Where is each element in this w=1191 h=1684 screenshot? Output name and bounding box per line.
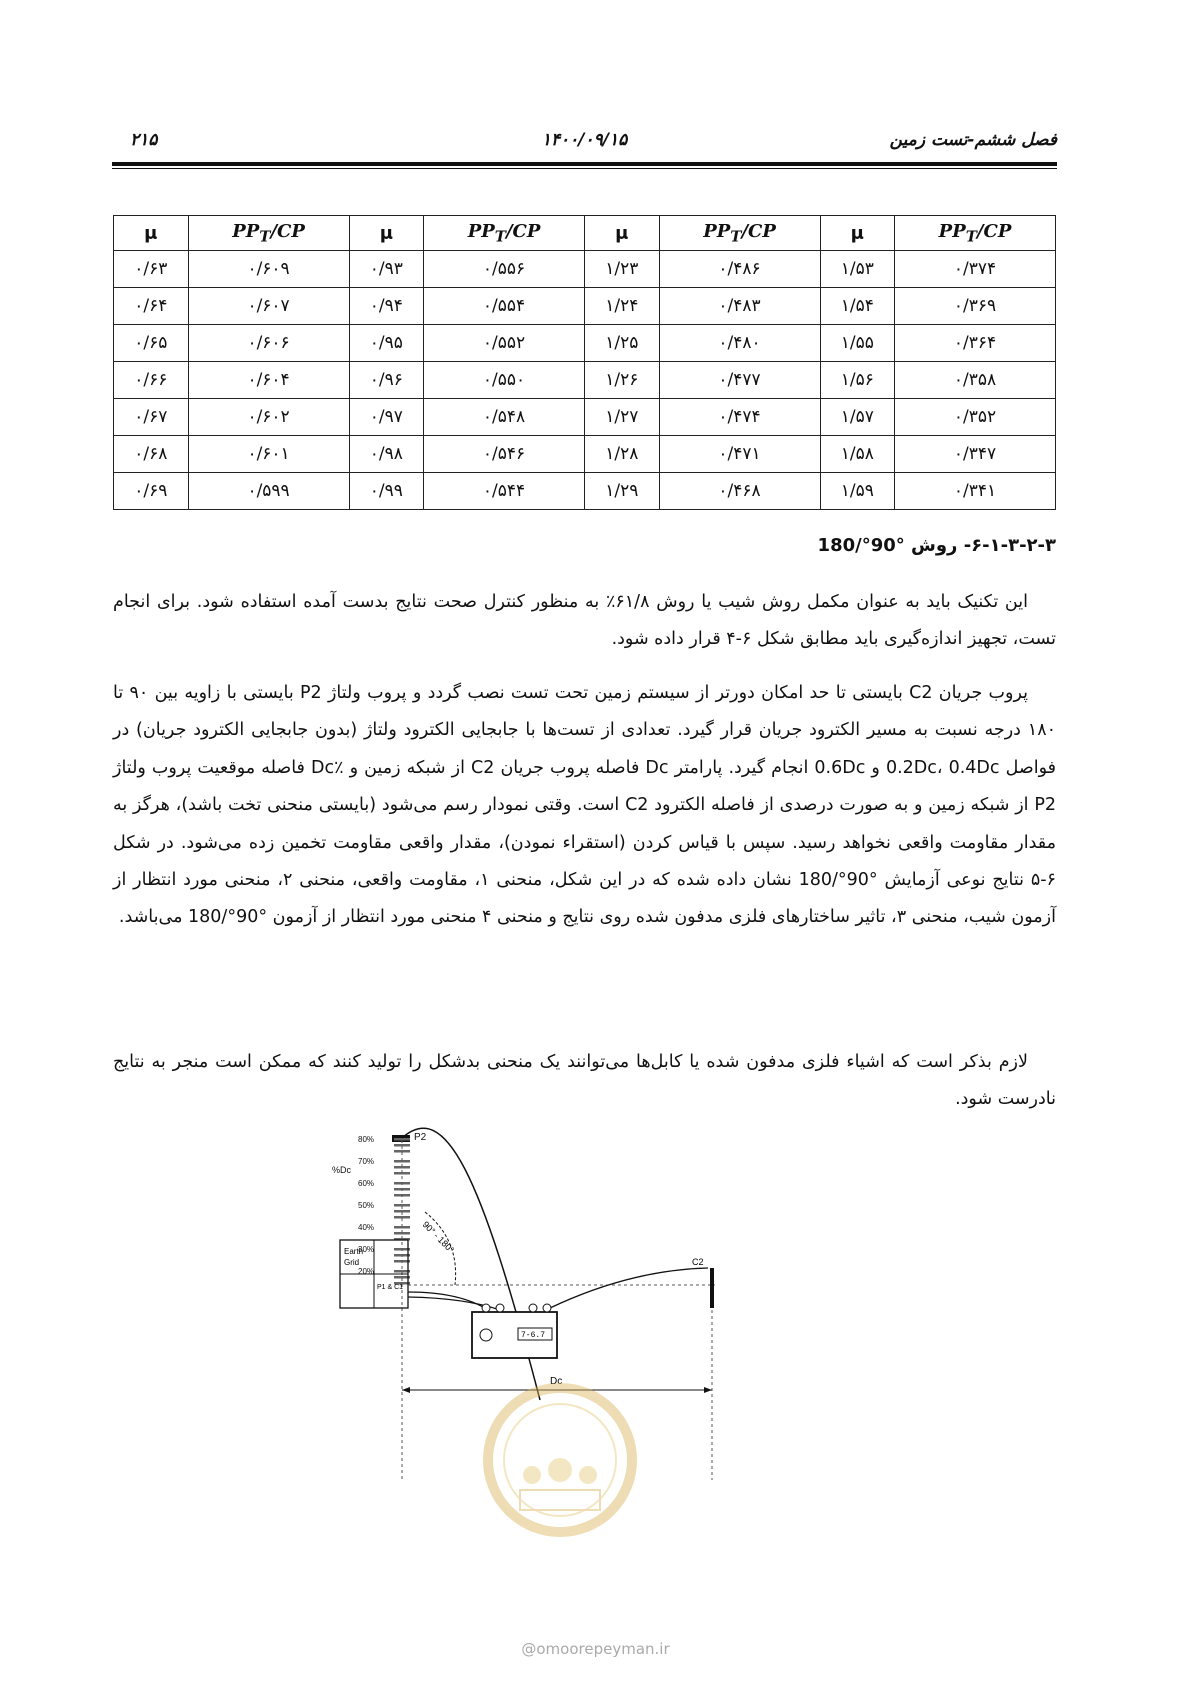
table-cell: ۰/۵۴۸ [424,399,585,436]
table-cell: ۰/۳۴۱ [895,473,1056,510]
watermark-url: @omoorepeyman.ir [521,1640,670,1658]
earth-tester-meter [472,1304,557,1358]
table-cell: ۱/۵۷ [820,399,895,436]
percent-tick-label: 70% [358,1157,375,1166]
p2-label: P2 [414,1132,427,1143]
table-cell: ۰/۹۴ [349,288,424,325]
table-cell: ۰/۶۰۹ [188,251,349,288]
table-cell: ۱/۲۶ [585,362,660,399]
table-cell: ۰/۶۰۲ [188,399,349,436]
table-cell: ۱/۲۸ [585,436,660,473]
chapter-title: فصل ششم-تست زمین [889,130,1057,150]
paragraph-1 [113,584,1056,659]
p1c1-label: P1 & C1 [377,1284,404,1291]
percent-tick-label: 50% [358,1201,375,1210]
table-cell: ۰/۶۳ [114,251,189,288]
table-cell: ۰/۶۰۷ [188,288,349,325]
table-cell: ۱/۵۳ [820,251,895,288]
col-header: μ [585,216,660,251]
table-cell: ۰/۵۴۴ [424,473,585,510]
table-cell: ۰/۴۷۴ [659,399,820,436]
col-header: μ [114,216,189,251]
col-header: $PP_T/CP$ [895,216,1056,251]
table-cell: ۱/۵۴ [820,288,895,325]
table-cell: ۰/۴۷۷ [659,362,820,399]
table-cell: ۰/۹۵ [349,325,424,362]
page-header [112,130,1057,154]
paragraph-text: این تکنیک باید به عنوان مکمل روش شیب یا روش ۶۱/۸٪ به منظور کنترل صحت نتایج بدست آمده استفاده شود. برای انجام تست، تجهیز اندازه‌گیری باید مطابق شکل ۶-۴ قرار داده شود. [113,592,1056,650]
table-row [114,399,1056,436]
table-cell: ۰/۶۰۱ [188,436,349,473]
header-rule-thin [112,168,1057,169]
table-cell: ۰/۴۷۱ [659,436,820,473]
table-cell: ۰/۶۰۴ [188,362,349,399]
table-cell: ۱/۵۵ [820,325,895,362]
table-cell: ۰/۴۸۳ [659,288,820,325]
table-cell: ۰/۶۹ [114,473,189,510]
p2-wire [402,1128,540,1400]
table-row [114,436,1056,473]
table-cell: ۰/۶۸ [114,436,189,473]
table-cell: ۰/۵۵۴ [424,288,585,325]
table-cell: ۰/۹۷ [349,399,424,436]
table-cell: ۱/۵۹ [820,473,895,510]
paragraph-text: پروب جریان C2 بایستی تا حد امکان دورتر از سیستم زمین تحت تست نصب گردد و پروب ولتاژ P2 بایستی با زاویه بین ۹۰ تا ۱۸۰ درجه نسبت به مسیر الکترود جریان قرار گیرد. تعدادی از تست‌ها با جابجایی الکترود ولتاژ (بدون جابجایی الکترود جریان) در فواصل 0.2Dc، 0.4Dc و 0.6Dc انجام گیرد. پارامتر Dc فاصله پروب جریان C2 از شبکه زمین و ٪Dc فاصله موقعیت پروب ولتاژ P2 از شبکه زمین و به صورت درصدی از فاصله الکترود C2 است. وقتی نمودار رسم می‌شود (بایستی منحنی تخت باشد)، هرگز به مقدار مقاومت واقعی نخواهد رسید. سپس با قیاس کردن (استقراء نمودن)، مقدار واقعی مقاومت تخمین زده می‌شود. در شکل ۶-۵ نتایج نوعی آزمایش °90°/180 نشان داده شده که در این شکل، منحنی ۱، مقاومت واقعی، منحنی ۲، منحنی مورد انتظار از آزمون شیب، منحنی ۳، تاثیر ساختارهای فلزی مدفون شده روی نتایج و منحنی ۴ منحنی مورد انتظار از آزمون °90°/180 می‌باشد. [113,683,1056,928]
c2-wire [550,1268,708,1308]
col-header: $PP_T/CP$ [659,216,820,251]
col-header: μ [349,216,424,251]
table-row [114,288,1056,325]
table-cell: ۰/۹۹ [349,473,424,510]
table-cell: ۰/۶۴ [114,288,189,325]
percent-tick-label: 30% [358,1245,375,1254]
table-cell: ۰/۴۸۶ [659,251,820,288]
table-cell: ۱/۵۸ [820,436,895,473]
dc-percent-label: %Dc [332,1165,352,1175]
page-number: ۲۱۵ [130,130,158,150]
table-row [114,325,1056,362]
table-row [114,473,1056,510]
earth-grid-label-1: Earth [344,1247,364,1256]
table-cell: ۰/۳۵۸ [895,362,1056,399]
percent-tick-label: 60% [358,1179,375,1188]
percent-tick-label: 40% [358,1223,375,1232]
dc-distance-label: Dc [550,1376,563,1387]
table-cell: ۰/۳۵۲ [895,399,1056,436]
p1-wire [408,1292,488,1310]
watermark-logo [488,1388,632,1532]
table-cell: ۱/۲۵ [585,325,660,362]
table-cell: ۰/۵۵۶ [424,251,585,288]
table-cell: ۱/۲۷ [585,399,660,436]
table-cell: ۰/۵۹۹ [188,473,349,510]
meter-display: 7-6.7 [521,1331,546,1340]
header-date: ۱۴۰۰/۰۹/۱۵ [541,130,628,150]
col-header: μ [820,216,895,251]
paragraph-2 [113,675,1056,937]
table-cell: ۱/۲۹ [585,473,660,510]
table-cell: ۰/۵۴۶ [424,436,585,473]
table-cell: ۱/۲۴ [585,288,660,325]
table-cell: ۰/۳۶۴ [895,325,1056,362]
paragraph-text: لازم بذکر است که اشیاء فلزی مدفون شده یا کابل‌ها می‌توانند یک منحنی بدشکل را تولید کنند که ممکن است منجر به نتایج نادرست شود. [113,1052,1056,1110]
table-cell: ۰/۴۸۰ [659,325,820,362]
table-cell: ۰/۳۷۴ [895,251,1056,288]
percent-tick-label: 80% [358,1135,375,1144]
header-rule-thick [112,162,1057,166]
table-header-row [114,216,1056,251]
table-cell: ۱/۵۶ [820,362,895,399]
percent-tick-label: 20% [358,1267,375,1276]
table-row [114,251,1056,288]
table-cell: ۰/۳۶۹ [895,288,1056,325]
table-cell: ۱/۲۳ [585,251,660,288]
col-header: $PP_T/CP$ [188,216,349,251]
angle-label: 90° - 180° [420,1219,457,1255]
pp-mu-table [113,215,1056,510]
c2-label: C2 [692,1257,704,1267]
table-cell: ۰/۹۳ [349,251,424,288]
table-cell: ۰/۶۷ [114,399,189,436]
table-cell: ۰/۶۵ [114,325,189,362]
paragraph-3 [113,1044,1056,1119]
table-cell: ۰/۵۵۰ [424,362,585,399]
table-cell: ۰/۹۸ [349,436,424,473]
section-title: ۶-۱-۳-۲-۳- روش °90°/180 [817,535,1056,556]
table-row [114,362,1056,399]
table-cell: ۰/۶۰۶ [188,325,349,362]
col-header: $PP_T/CP$ [424,216,585,251]
earth-grid-label-2: Grid [344,1258,360,1267]
table-cell: ۰/۹۶ [349,362,424,399]
table-cell: ۰/۵۵۲ [424,325,585,362]
table-cell: ۰/۴۶۸ [659,473,820,510]
test-setup-figure [332,1132,810,1540]
table-cell: ۰/۶۶ [114,362,189,399]
table-cell: ۰/۳۴۷ [895,436,1056,473]
